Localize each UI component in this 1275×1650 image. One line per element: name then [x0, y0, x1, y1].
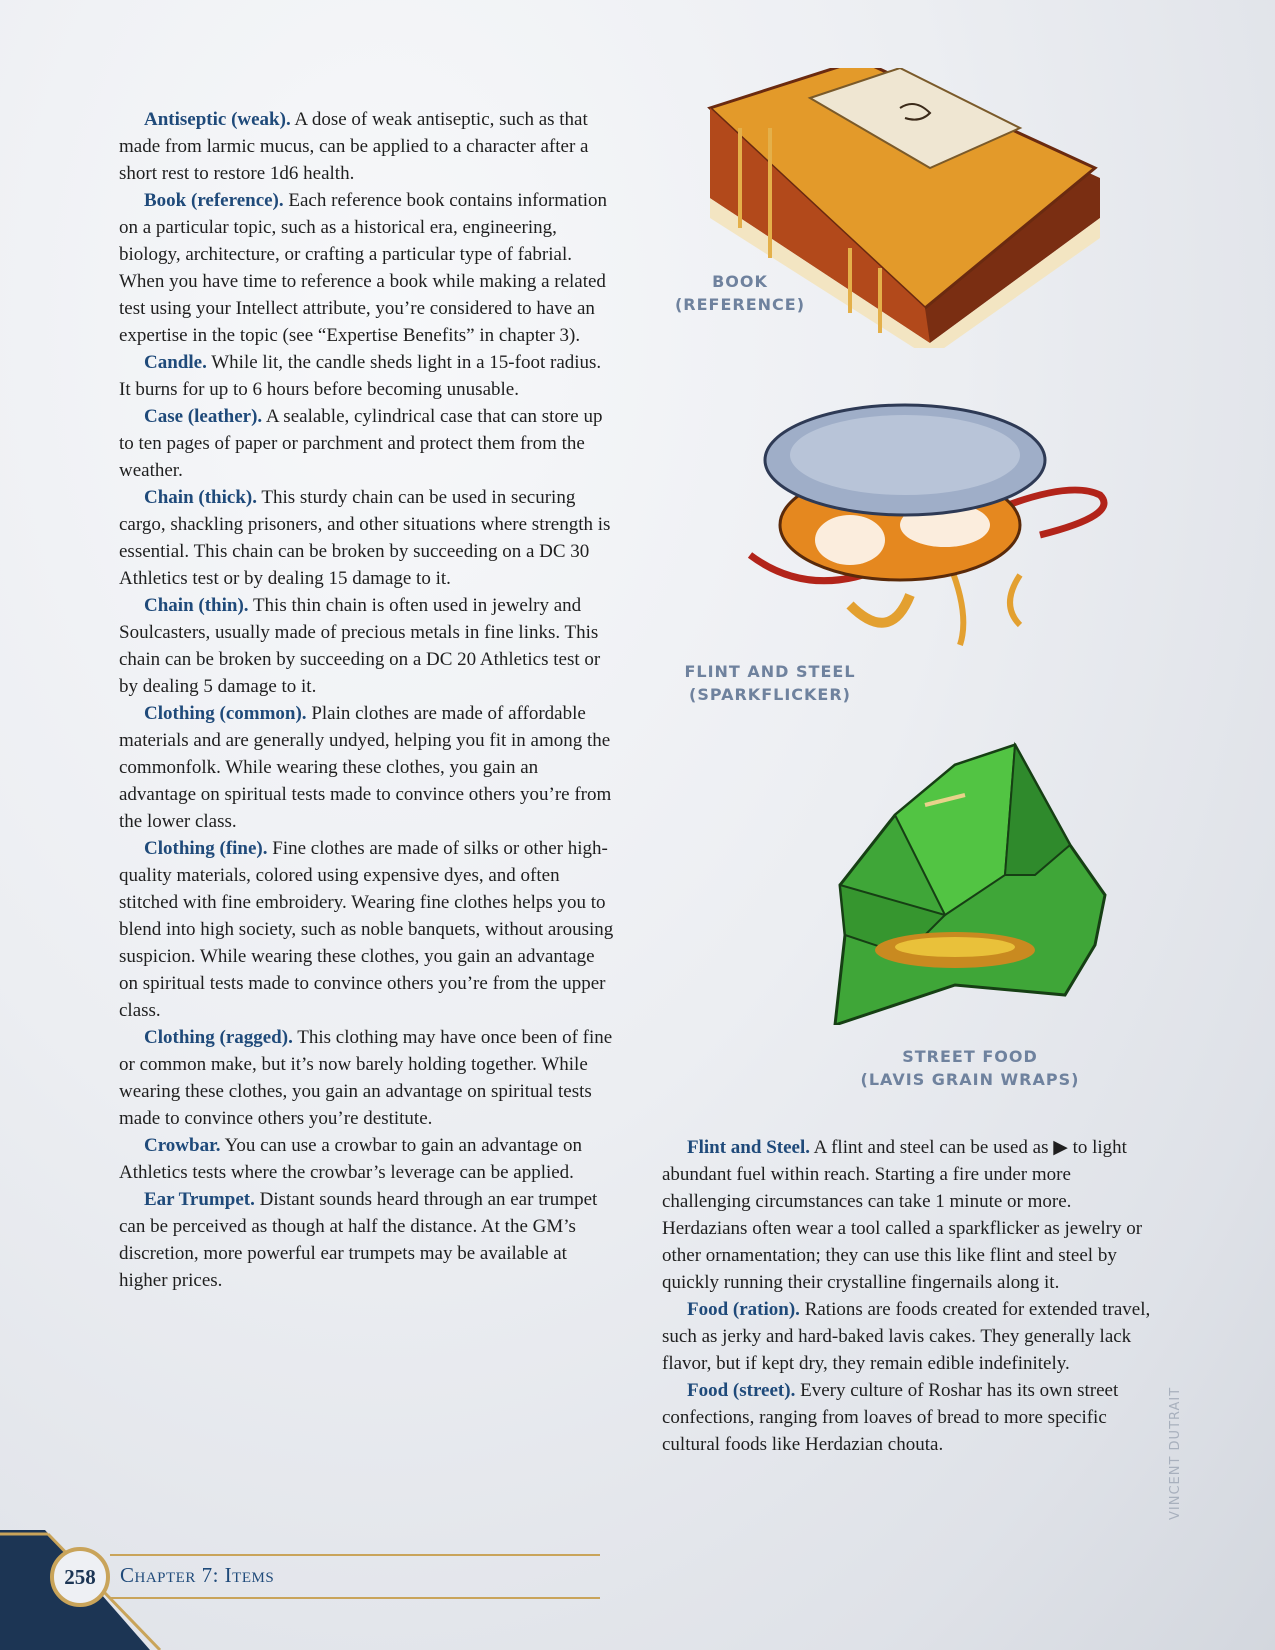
item-description: While lit, the candle sheds light in a 15-foot radius. It burns for up to 6 hours before becoming unusable.	[119, 352, 602, 400]
item-description: This clothing may have once been of fine or common make, but it’s now barely holding together. While wearing these clothes, you gain an advantage on spiritual tests made to convince others you’re destitute.	[119, 1027, 613, 1129]
item-description: You can use a crowbar to gain an advantage on Athletics tests where the crowbar’s leverage can be applied.	[119, 1135, 582, 1183]
item-term: Clothing (common).	[144, 703, 307, 724]
item-description: A dose of weak antiseptic, such as that made from larmic mucus, can be applied to a character after a short rest to restore 1d6 health.	[119, 109, 589, 184]
item-term: Clothing (fine).	[144, 838, 268, 859]
right-column	[662, 1134, 1152, 1458]
street-food-illustration	[805, 725, 1135, 1025]
item-entry	[119, 349, 616, 403]
sparkflicker-caption: FLINT AND STEEL (SPARKFLICKER)	[684, 662, 856, 704]
item-entry	[119, 700, 616, 835]
item-entry	[119, 403, 616, 484]
book-caption: BOOK (REFERENCE)	[674, 272, 806, 314]
item-term: Chain (thin).	[144, 595, 249, 616]
artist-credit: VINCENT DUTRAIT	[1168, 1386, 1183, 1520]
item-term: Antiseptic (weak).	[144, 109, 291, 130]
item-entry	[119, 484, 616, 592]
item-entry	[119, 592, 616, 700]
item-entry	[119, 106, 616, 187]
item-term: Clothing (ragged).	[144, 1027, 293, 1048]
item-entry	[119, 1024, 616, 1132]
item-description: Each reference book contains information on a particular topic, such as a historical era, engineering, biology, architecture, or crafting a particular type of fabrial. When you have time to reference a book while making a related test using your Intellect attribute, you’re considered to have an expertise in the topic (see “Expertise Benefits” in chapter 3).	[119, 190, 608, 346]
item-entry	[662, 1134, 1152, 1296]
item-entry	[119, 1186, 616, 1294]
item-term: Book (reference).	[144, 190, 284, 211]
sparkflicker-illustration	[730, 395, 1120, 675]
item-description: A flint and steel can be used as ▶ to light abundant fuel within reach. Starting a fire under more challenging circumstances can take 1 minute or more. Herdazians often wear a tool called a sparkflicker as jewelry or other ornamentation; they can use this like flint and steel by quickly running their crystalline fingernails along it.	[662, 1137, 1143, 1293]
item-entry	[119, 187, 616, 349]
item-term: Chain (thick).	[144, 487, 257, 508]
item-description: This sturdy chain can be used in securing cargo, shackling prisoners, and other situations where strength is essential. This chain can be broken by succeeding on a DC 30 Athletics test or by dealing 15 damage to it.	[119, 487, 611, 589]
item-entry	[662, 1377, 1152, 1458]
item-description: A sealable, cylindrical case that can store up to ten pages of paper or parchment and protect them from the weather.	[119, 406, 603, 481]
item-entry	[662, 1296, 1152, 1377]
item-term: Crowbar.	[144, 1135, 221, 1156]
item-term: Case (leather).	[144, 406, 263, 427]
item-description: Fine clothes are made of silks or other high-quality materials, colored using expensive dyes, and often stitched with fine embroidery. Wearing fine clothes helps you to blend into high society, such as noble banquets, without arousing suspicion. While wearing these clothes, you gain an advantage on spiritual tests made to convince others you’re from the upper class.	[119, 838, 614, 1021]
footer-banner	[0, 1530, 1275, 1650]
item-term: Ear Trumpet.	[144, 1189, 255, 1210]
item-entry	[119, 1132, 616, 1186]
item-description: Plain clothes are made of affordable materials and are generally undyed, helping you fit in among the commonfolk. While wearing these clothes, you gain an advantage on spiritual tests made to convince others you’re from the lower class.	[119, 703, 612, 832]
item-term: Candle.	[144, 352, 207, 373]
item-term: Food (ration).	[687, 1299, 800, 1320]
item-description: Distant sounds heard through an ear trumpet can be perceived as though at half the distance. At the GM’s discretion, more powerful ear trumpets may be available at higher prices.	[119, 1189, 598, 1291]
left-column	[119, 106, 616, 1294]
item-entry	[119, 835, 616, 1024]
item-term: Flint and Steel.	[687, 1137, 810, 1158]
item-term: Food (street).	[687, 1380, 796, 1401]
page-number: 258	[64, 1564, 96, 1589]
street-food-caption: STREET FOOD (LAVIS GRAIN WRAPS)	[860, 1047, 1080, 1089]
item-description: Rations are foods created for extended travel, such as jerky and hard-baked lavis cakes. They generally lack flavor, but if kept dry, they remain edible indefinitely.	[662, 1299, 1151, 1374]
chapter-title: Chapter 7: Items	[120, 1563, 275, 1587]
item-description: This thin chain is often used in jewelry and Soulcasters, usually made of precious metals in fine links. This chain can be broken by succeeding on a DC 20 Athletics test or by dealing 5 damage to it.	[119, 595, 601, 697]
item-description: Every culture of Roshar has its own street confections, ranging from loaves of bread to more specific cultural foods like Herdazian chouta.	[662, 1380, 1119, 1455]
